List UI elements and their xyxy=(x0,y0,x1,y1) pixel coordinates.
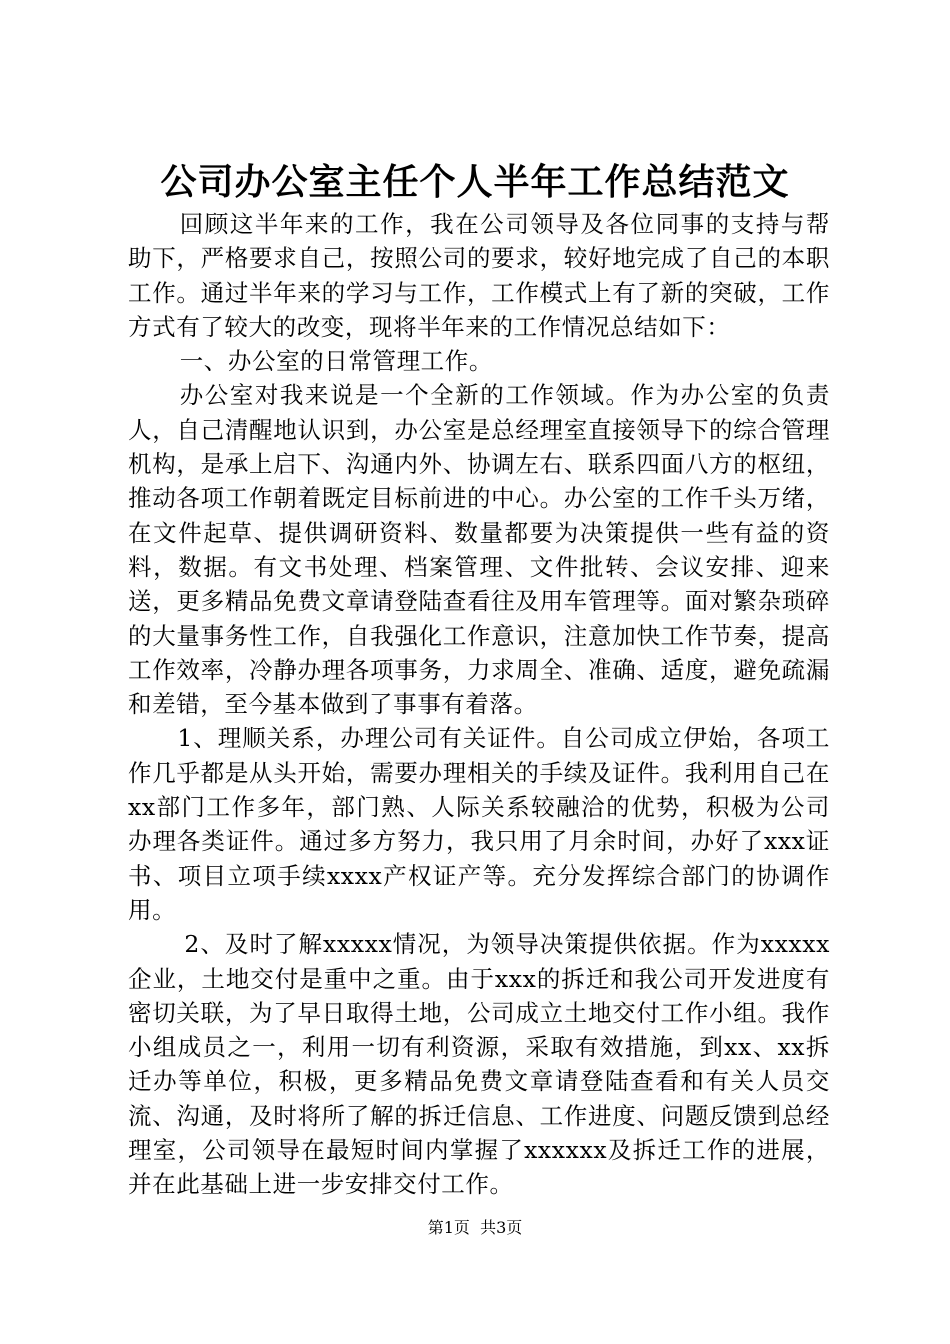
paragraph-intro: 回顾这半年来的工作，我在公司领导及各位同事的支持与帮助下，严格要求自己，按照公司的要求，较好地完成了自己的本职工作。通过半年来的学习与工作，工作模式上有了新的突破，工作方式有了较大的改变，现将半年来的工作情况总结如下： xyxy=(128,210,830,341)
paragraph-item-1: 1、理顺关系，办理公司有关证件。自公司成立伊始，各项工作几乎都是从头开始，需要办理相关的手续及证件。我利用自己在xx部门工作多年，部门熟、人际关系较融洽的优势，积极为公司办理各类证件。通过多方努力，我只用了月余时间，办好了xxx证书、项目立项手续xxxx产权证产等。充分发挥综合部门的协调作用。 xyxy=(128,724,830,924)
paragraph-section-heading: 一、办公室的日常管理工作。 xyxy=(179,347,493,376)
page-footer xyxy=(0,1217,950,1239)
paragraph-office-management: 办公室对我来说是一个全新的工作领域。作为办公室的负责人，自己清醒地认识到，办公室是总经理室直接领导下的综合管理机构，是承上启下、沟通内外、协调左右、联系四面八方的枢纽，推动各项工作朝着既定目标前进的中心。办公室的工作千头万绪，在文件起草、提供调研资料、数量都要为决策提供一些有益的资料，数据。有文书处理、档案管理、文件批转、会议安排、迎来送，更多精品免费文章请登陆查看往及用车管理等。面对繁杂琐碎的大量事务性工作，自我强化工作意识，注意加快工作节奏，提高工作效率，冷静办理各项事务，力求周全、准确、适度，避免疏漏和差错，至今基本做到了事事有着落。 xyxy=(128,381,830,719)
document-body xyxy=(128,207,830,1202)
document-title: 公司办公室主任个人半年工作总结范文 xyxy=(160,161,790,203)
page-number: 第1页 xyxy=(427,1218,470,1237)
page-total: 共3页 xyxy=(480,1218,523,1237)
paragraph-item-2: 2、及时了解xxxxx情况，为领导决策提供依据。作为xxxxx企业，土地交付是重中之重。由于xxx的拆迁和我公司开发进度有密切关联，为了早日取得土地，公司成立土地交付工作小组。我作小组成员之一，利用一切有利资源，采取有效措施，到xx、xx拆迁办等单位，积极，更多精品免费文章请登陆查看和有关人员交流、沟通，及时将所了解的拆迁信息、工作进度、问题反馈到总经理室，公司领导在最短时间内掌握了xxxxxx及拆迁工作的进展，并在此基础上进一步安排交付工作。 xyxy=(128,930,830,1199)
